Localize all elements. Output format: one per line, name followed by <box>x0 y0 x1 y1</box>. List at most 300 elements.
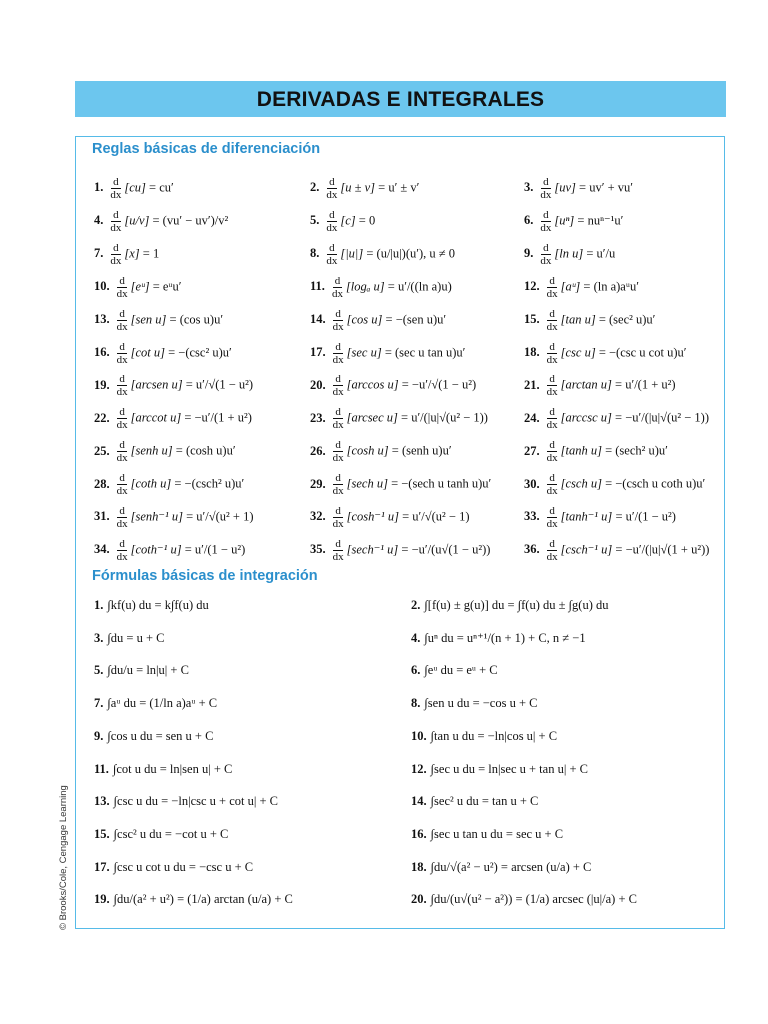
derivative-argument: [coth⁻¹ u] <box>130 542 182 557</box>
derivative-argument: [uv] <box>554 180 576 195</box>
formula-number: 16. <box>94 344 110 359</box>
derivative-argument: [c] <box>340 213 356 228</box>
formula-number: 31. <box>94 509 110 524</box>
integral-formula <box>94 893 293 906</box>
derivative-formula <box>310 406 488 431</box>
d-numerator: d <box>335 472 341 485</box>
dx-denominator: dx <box>546 320 558 333</box>
dx-denominator: dx <box>546 452 558 465</box>
title-banner <box>75 81 726 117</box>
formula-number: 15. <box>94 826 110 841</box>
derivative-argument: [x] <box>124 246 140 261</box>
derivative-result: = (sec² u)u′ <box>595 312 656 327</box>
d-dx-operator <box>324 242 339 267</box>
integral-formula <box>411 861 591 874</box>
d-numerator: d <box>329 176 335 188</box>
derivative-formula <box>310 209 375 234</box>
derivative-formula <box>524 373 676 398</box>
derivative-argument: [logₐ u] <box>345 279 385 294</box>
derivative-formula <box>310 242 455 267</box>
derivative-result: = u′/(1 − u²) <box>181 542 246 557</box>
integral-expression: ∫csc² u du = −cot u + C <box>113 826 229 841</box>
copyright-notice: © Brooks/Cole, Cengage Learning <box>58 785 69 930</box>
derivative-argument: [ln u] <box>554 246 584 261</box>
integral-expression: ∫uⁿ du = uⁿ⁺¹/(n + 1) + C, n ≠ −1 <box>424 630 586 645</box>
d-dx-operator <box>115 505 130 530</box>
dx-denominator: dx <box>540 221 552 234</box>
integral-formula <box>411 828 563 841</box>
derivative-result: = −(sech u tanh u)u′ <box>387 476 492 491</box>
formula-number: 6. <box>411 663 421 678</box>
derivative-result: = −u′/(1 + u²) <box>181 410 252 425</box>
dx-denominator: dx <box>332 386 344 399</box>
derivative-result: = u′/√(u² − 1) <box>399 509 470 524</box>
d-dx-operator <box>545 308 560 333</box>
derivative-argument: [cu] <box>124 180 146 195</box>
d-dx-operator <box>115 439 130 464</box>
derivative-argument: [arcsen u] <box>130 377 183 392</box>
formula-number: 2. <box>411 598 421 612</box>
derivative-formula <box>524 209 623 234</box>
integral-formula <box>411 795 538 808</box>
derivative-formula <box>310 472 491 497</box>
d-dx-operator <box>331 538 346 563</box>
formula-number: 16. <box>411 826 427 841</box>
formula-number: 8. <box>411 696 421 711</box>
d-numerator: d <box>334 274 341 287</box>
formula-number: 17. <box>310 344 326 359</box>
derivative-argument: [sech⁻¹ u] <box>346 542 399 557</box>
d-numerator: d <box>335 439 341 452</box>
derivative-argument: [arccsc u] <box>560 410 612 425</box>
integral-expression: ∫sen u du = −cos u + C <box>424 696 538 711</box>
d-numerator: d <box>543 176 549 188</box>
derivative-formula <box>94 472 244 497</box>
dx-denominator: dx <box>546 550 558 563</box>
integral-expression: ∫du/√(a² − u²) = arcsen (u/a) + C <box>430 859 592 874</box>
derivative-result: = −u′/(u√(1 − u²)) <box>398 542 491 557</box>
derivative-result: = eᵘu′ <box>149 279 182 294</box>
d-numerator: d <box>335 373 341 386</box>
derivative-formula <box>310 308 446 333</box>
d-numerator: d <box>329 241 335 254</box>
derivative-formula <box>524 341 686 366</box>
dx-denominator: dx <box>116 353 128 366</box>
derivative-result: = −(csc u cot u)u′ <box>595 344 687 359</box>
derivative-argument: [csch⁻¹ u] <box>560 542 613 557</box>
dx-denominator: dx <box>116 485 128 498</box>
dx-denominator: dx <box>332 419 344 432</box>
derivative-formula <box>310 176 419 201</box>
formula-number: 26. <box>310 443 326 458</box>
derivative-formula <box>94 505 254 530</box>
page-title: DERIVADAS E INTEGRALES <box>256 88 545 111</box>
derivative-argument: [tanh u] <box>560 443 602 458</box>
derivative-argument: [cosh⁻¹ u] <box>346 509 399 524</box>
integral-formula <box>411 599 609 612</box>
integral-expression: ∫cos u du = sen u + C <box>107 728 214 743</box>
formula-number: 7. <box>94 246 104 261</box>
integral-formula <box>94 599 209 612</box>
integral-formula <box>94 763 232 776</box>
derivative-argument: [arccos u] <box>346 377 399 392</box>
derivative-formula <box>310 538 490 563</box>
integral-expression: ∫sec u tan u du = sec u + C <box>430 826 564 841</box>
dx-denominator: dx <box>116 386 128 399</box>
derivative-result: = −(csch² u)u′ <box>171 476 245 491</box>
derivative-formula <box>524 176 633 201</box>
formula-number: 5. <box>94 663 104 678</box>
formula-number: 18. <box>524 344 540 359</box>
derivative-argument: [senh⁻¹ u] <box>130 509 183 524</box>
derivative-result: = (sech² u)u′ <box>601 443 668 458</box>
derivative-result: = −(csch u coth u)u′ <box>601 476 706 491</box>
integral-formula <box>411 632 586 645</box>
dx-denominator: dx <box>332 550 344 563</box>
d-dx-operator <box>330 275 345 300</box>
derivative-argument: [u ± v] <box>340 180 376 195</box>
formula-number: 21. <box>524 377 540 392</box>
integral-expression: ∫du/(u√(u² − a²)) = (1/a) arcsec (|u|/a) + C <box>430 892 637 907</box>
dx-denominator: dx <box>540 189 552 202</box>
formula-number: 30. <box>524 476 540 491</box>
d-dx-operator <box>545 538 560 563</box>
formula-number: 14. <box>310 312 326 327</box>
formula-number: 1. <box>94 598 104 612</box>
derivative-argument: [csc u] <box>560 344 596 359</box>
derivative-argument: [cot u] <box>130 344 165 359</box>
dx-denominator: dx <box>110 189 122 202</box>
derivative-formula <box>94 406 252 431</box>
dx-denominator: dx <box>110 221 122 234</box>
d-numerator: d <box>335 340 341 353</box>
d-dx-operator <box>538 176 553 201</box>
d-dx-operator <box>545 275 560 300</box>
derivative-result: = cu′ <box>145 180 174 195</box>
derivative-result: = 1 <box>139 246 160 261</box>
formula-number: 35. <box>310 542 326 557</box>
derivative-argument: [cosh u] <box>346 443 389 458</box>
integral-formula <box>411 763 588 776</box>
derivative-argument: [u/v] <box>124 213 150 228</box>
d-numerator: d <box>549 505 555 517</box>
formula-number: 32. <box>310 509 326 524</box>
d-dx-operator <box>331 341 346 366</box>
integral-expression: ∫sec² u du = tan u + C <box>430 794 539 809</box>
derivative-formula <box>310 373 476 398</box>
d-numerator: d <box>549 406 555 419</box>
dx-denominator: dx <box>116 550 128 563</box>
formula-number: 25. <box>94 443 110 458</box>
derivative-argument: [uⁿ] <box>554 213 575 228</box>
dx-denominator: dx <box>326 221 338 234</box>
derivative-argument: [arcsec u] <box>346 410 398 425</box>
d-numerator: d <box>335 307 341 320</box>
d-dx-operator <box>115 341 130 366</box>
formula-number: 5. <box>310 213 320 228</box>
integral-expression: ∫du/u = ln|u| + C <box>107 663 189 678</box>
integral-formula <box>411 664 498 677</box>
derivative-argument: [tanh⁻¹ u] <box>560 509 613 524</box>
derivative-argument: [sen u] <box>130 312 167 327</box>
d-numerator: d <box>549 274 555 287</box>
formula-number: 3. <box>524 180 534 195</box>
formula-number: 12. <box>524 279 540 294</box>
d-dx-operator <box>545 439 560 464</box>
formula-number: 13. <box>94 312 110 327</box>
dx-denominator: dx <box>332 485 344 498</box>
d-dx-operator <box>331 373 346 398</box>
d-dx-operator <box>545 373 560 398</box>
derivative-result: = −u′/(|u|√(1 + u²)) <box>612 542 710 557</box>
d-numerator: d <box>329 208 335 221</box>
formula-number: 23. <box>310 410 326 425</box>
formula-number: 4. <box>411 630 421 645</box>
integral-formula <box>94 861 253 874</box>
formula-number: 33. <box>524 509 540 524</box>
derivative-formula <box>524 406 709 431</box>
derivative-argument: [sec u] <box>346 344 382 359</box>
dx-denominator: dx <box>546 485 558 498</box>
formula-number: 10. <box>94 279 110 294</box>
integral-expression: ∫kf(u) du = k∫f(u) du <box>107 598 209 612</box>
dx-denominator: dx <box>110 254 122 267</box>
derivative-argument: [eᵘ] <box>130 279 150 294</box>
dx-denominator: dx <box>116 320 128 333</box>
formula-number: 2. <box>310 180 320 195</box>
formula-number: 11. <box>310 279 325 294</box>
formula-number: 22. <box>94 410 110 425</box>
d-dx-operator <box>115 275 130 300</box>
derivative-argument: [cos u] <box>346 312 383 327</box>
d-numerator: d <box>119 274 125 287</box>
d-dx-operator <box>331 505 346 530</box>
formula-number: 27. <box>524 443 540 458</box>
derivative-result: = u′/(1 + u²) <box>611 377 676 392</box>
derivative-argument: [arccot u] <box>130 410 182 425</box>
dx-denominator: dx <box>546 287 558 300</box>
derivative-argument: [csch u] <box>560 476 602 491</box>
integral-expression: ∫csc u du = −ln|csc u + cot u| + C <box>113 794 279 809</box>
formula-number: 1. <box>94 180 104 195</box>
d-numerator: d <box>549 373 555 386</box>
derivative-formula <box>94 242 159 267</box>
derivative-argument: [|u|] <box>340 246 364 261</box>
d-dx-operator <box>108 176 123 201</box>
derivative-result: = −u′/√(1 − u²) <box>398 377 477 392</box>
derivative-formula <box>524 538 709 563</box>
formula-number: 6. <box>524 213 534 228</box>
derivative-argument: [sech u] <box>346 476 388 491</box>
derivative-formula <box>524 505 676 530</box>
formula-number: 19. <box>94 377 110 392</box>
derivative-result: = u′/(|u|√(u² − 1)) <box>397 410 488 425</box>
d-dx-operator <box>115 538 130 563</box>
formula-number: 9. <box>94 728 104 743</box>
integral-expression: ∫du/(a² + u²) = (1/a) arctan (u/a) + C <box>113 892 293 907</box>
derivative-formula <box>524 242 615 267</box>
formula-number: 8. <box>310 246 320 261</box>
dx-denominator: dx <box>326 189 338 202</box>
derivative-formula <box>94 373 253 398</box>
formula-number: 9. <box>524 246 534 261</box>
derivative-formula <box>310 341 465 366</box>
d-numerator: d <box>335 406 341 419</box>
derivative-argument: [tan u] <box>560 312 596 327</box>
formula-number: 20. <box>411 892 427 907</box>
d-numerator: d <box>119 340 125 353</box>
d-numerator: d <box>119 406 125 419</box>
derivative-formula <box>310 505 470 530</box>
derivative-formula <box>310 439 452 464</box>
derivative-argument: [coth u] <box>130 476 172 491</box>
d-numerator: d <box>119 439 125 452</box>
integral-formula <box>94 730 213 743</box>
integral-expression: ∫eᵘ du = eᵘ + C <box>424 663 498 678</box>
formula-number: 17. <box>94 859 110 874</box>
formula-number: 28. <box>94 476 110 491</box>
integral-expression: ∫aᵘ du = (1/ln a)aᵘ + C <box>107 696 218 711</box>
d-numerator: d <box>549 537 555 550</box>
d-dx-operator <box>331 439 346 464</box>
formula-number: 3. <box>94 630 104 645</box>
section-title-derivatives: Reglas básicas de diferenciación <box>92 141 321 157</box>
derivative-result: = (ln a)aᵘu′ <box>580 279 639 294</box>
formula-number: 20. <box>310 377 326 392</box>
derivative-result: = uv′ + vu′ <box>575 180 633 195</box>
derivative-formula <box>524 439 668 464</box>
integral-formula <box>411 730 557 743</box>
derivative-formula <box>524 472 705 497</box>
formula-number: 12. <box>411 761 427 776</box>
integral-expression: ∫du = u + C <box>107 630 165 645</box>
d-numerator: d <box>543 241 549 254</box>
derivative-result: = (cos u)u′ <box>166 312 224 327</box>
derivative-result: = nuⁿ⁻¹u′ <box>574 213 624 228</box>
dx-denominator: dx <box>326 254 338 267</box>
formula-number: 14. <box>411 794 427 809</box>
derivative-formula <box>94 275 182 300</box>
formula-number: 36. <box>524 542 540 557</box>
d-numerator: d <box>549 340 555 353</box>
d-numerator: d <box>113 208 119 221</box>
d-numerator: d <box>549 439 555 452</box>
derivative-result: = (sec u tan u)u′ <box>381 344 466 359</box>
derivative-formula <box>524 308 655 333</box>
dx-denominator: dx <box>546 419 558 432</box>
derivative-formula <box>94 538 245 563</box>
formula-number: 11. <box>94 761 109 776</box>
derivative-argument: [aᵘ] <box>560 279 581 294</box>
derivative-result: = (vu′ − uv′)/v² <box>149 213 229 228</box>
d-dx-operator <box>545 472 560 497</box>
integral-formula <box>411 697 538 710</box>
dx-denominator: dx <box>116 287 128 300</box>
d-numerator: d <box>549 307 555 320</box>
formula-number: 10. <box>411 728 427 743</box>
derivative-result: = 0 <box>355 213 376 228</box>
integral-expression: ∫cot u du = ln|sen u| + C <box>112 761 233 776</box>
d-numerator: d <box>119 537 125 550</box>
derivative-result: = (cosh u)u′ <box>172 443 236 458</box>
formula-number: 15. <box>524 312 540 327</box>
derivative-result: = u′/u <box>583 246 616 261</box>
dx-denominator: dx <box>546 386 558 399</box>
dx-denominator: dx <box>116 518 128 531</box>
d-numerator: d <box>113 176 119 188</box>
derivative-argument: [arctan u] <box>560 377 612 392</box>
derivative-result: = u′/(1 − u²) <box>612 509 676 524</box>
d-dx-operator <box>545 406 560 431</box>
derivative-result: = −(sen u)u′ <box>382 312 447 327</box>
dx-denominator: dx <box>332 518 344 531</box>
derivative-result: = −(csc² u)u′ <box>165 344 232 359</box>
integral-formula <box>94 828 228 841</box>
d-dx-operator <box>545 341 560 366</box>
formula-number: 24. <box>524 410 540 425</box>
derivative-formula <box>94 341 232 366</box>
d-numerator: d <box>543 208 549 221</box>
derivative-formula <box>524 275 639 300</box>
dx-denominator: dx <box>331 287 343 300</box>
d-numerator: d <box>549 472 555 485</box>
integral-formula <box>94 632 165 645</box>
formula-number: 18. <box>411 859 427 874</box>
derivative-result: = (senh u)u′ <box>388 443 452 458</box>
formula-number: 13. <box>94 794 110 809</box>
dx-denominator: dx <box>332 353 344 366</box>
d-dx-operator <box>331 406 346 431</box>
integral-formula <box>411 893 637 906</box>
integral-formula <box>94 697 217 710</box>
d-dx-operator <box>324 209 339 234</box>
formula-number: 7. <box>94 696 104 711</box>
formula-number: 34. <box>94 542 110 557</box>
derivative-result: = −u′/(|u|√(u² − 1)) <box>611 410 710 425</box>
dx-denominator: dx <box>332 320 344 333</box>
derivative-formula <box>94 176 174 201</box>
integral-expression: ∫csc u cot u du = −csc u + C <box>113 859 254 874</box>
formula-number: 29. <box>310 476 326 491</box>
derivative-formula <box>94 209 228 234</box>
integral-formula <box>94 795 278 808</box>
integral-expression: ∫tan u du = −ln|cos u| + C <box>430 728 558 743</box>
derivative-result: = u′/√(1 − u²) <box>182 377 254 392</box>
integral-expression: ∫sec u du = ln|sec u + tan u| + C <box>430 761 588 776</box>
dx-denominator: dx <box>116 419 128 432</box>
derivative-formula <box>94 308 223 333</box>
d-dx-operator <box>108 209 123 234</box>
d-numerator: d <box>119 307 125 320</box>
d-numerator: d <box>119 373 125 386</box>
dx-denominator: dx <box>332 452 344 465</box>
d-dx-operator <box>545 505 560 530</box>
d-dx-operator <box>115 406 130 431</box>
formula-number: 19. <box>94 892 110 907</box>
d-dx-operator <box>331 308 346 333</box>
d-numerator: d <box>119 472 125 485</box>
d-numerator: d <box>335 537 341 550</box>
dx-denominator: dx <box>116 452 128 465</box>
d-dx-operator <box>115 373 130 398</box>
d-numerator: d <box>335 505 341 517</box>
d-dx-operator <box>115 308 130 333</box>
formula-number: 4. <box>94 213 104 228</box>
derivative-argument: [senh u] <box>130 443 173 458</box>
d-dx-operator <box>331 472 346 497</box>
d-numerator: d <box>113 241 119 254</box>
d-dx-operator <box>115 472 130 497</box>
